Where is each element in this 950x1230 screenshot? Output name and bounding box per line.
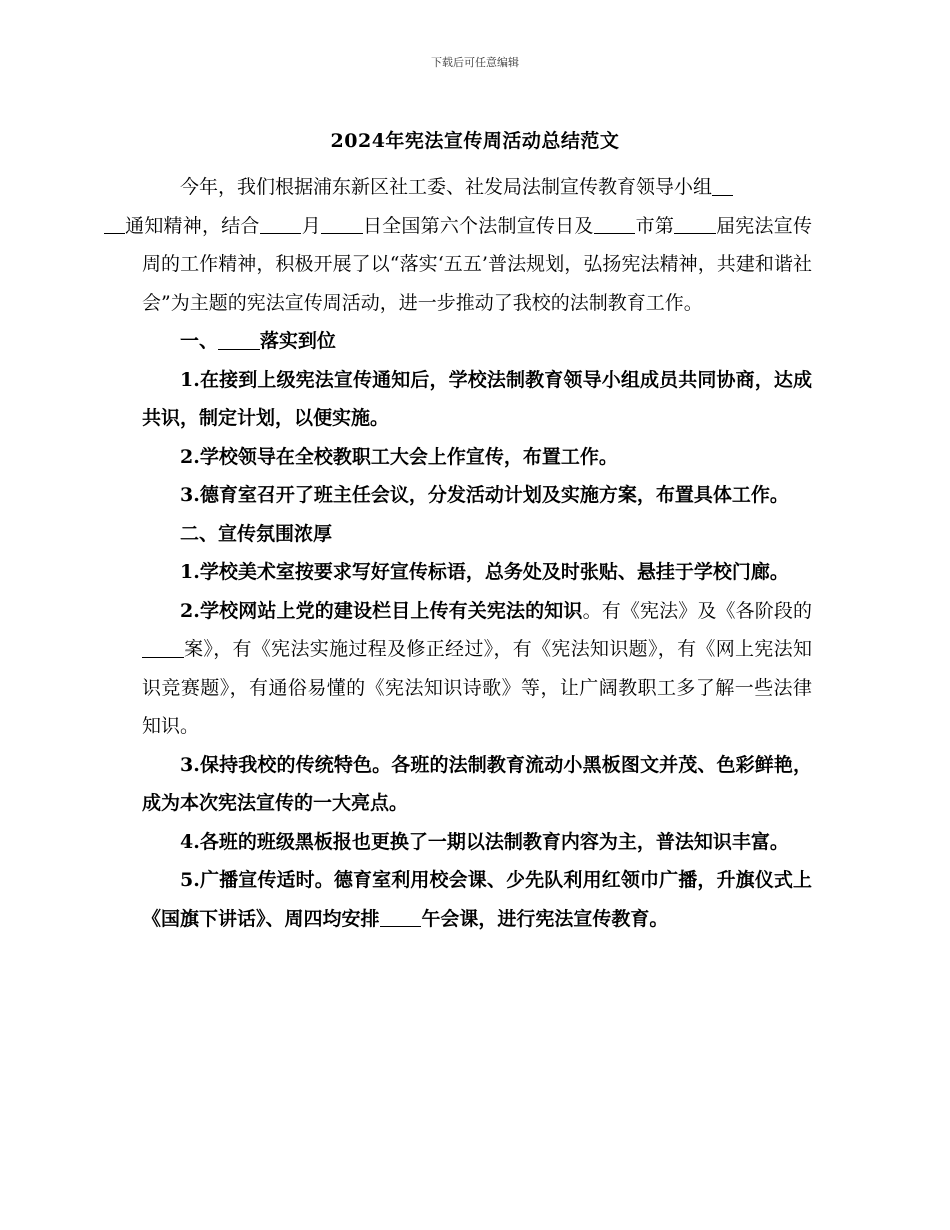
section-2-item: 3.保持我校的传统特色。各班的法制教育流动小黑板图文并茂、色彩鲜艳，成为本次宪法宣传的一大亮点。: [142, 753, 812, 814]
section-1-item: 3.德育室召开了班主任会议，分发活动计划及实施方案，布置具体工作。: [180, 484, 789, 506]
section-1-item: 2.学校领导在全校教职工大会上作宣传，布置工作。: [180, 445, 618, 468]
intro-text-e: 市第: [635, 214, 675, 237]
blank: [594, 214, 636, 234]
document-body: [124, 168, 812, 938]
blank: [218, 330, 260, 350]
section-2-item: 5.广播宣传适时。德育室利用校会课、少先队利用红领巾广播，升旗仪式上《国旗下讲话》、周四均安排 午会课，进行宪法宣传教育。: [142, 869, 812, 930]
blank: [321, 214, 363, 234]
document-title: 2024年宪法宣传周活动总结范文: [330, 130, 620, 152]
section-1-item: 1.在接到上级宪法宣传通知后，学校法制教育领导小组成员共同协商，达成共识，制定计划，以便实施。: [142, 368, 812, 429]
intro-text-a: 今年，我们根据浦东新区社工委、社发局法制宣传教育领导小组: [180, 176, 713, 198]
section-1-heading: 一、 落实到位: [180, 330, 336, 352]
intro-text-f: 届宪法宣传周的工作精神，积极开展了以“落实‘五五’普法规划，弘扬宪法精神，共建和谐社会”为主题的宪法宣传周活动，进一步推动了我校的法制教育工作。: [142, 214, 812, 314]
blank: [712, 176, 733, 196]
section-2-item: 4.各班的班级黑板报也更换了一期以法制教育内容为主，普法知识丰富。: [180, 830, 789, 853]
blank: [142, 638, 184, 658]
section-2-item: 1.学校美术室按要求写好宣传标语，总务处及时张贴、悬挂于学校门廊。: [180, 561, 789, 583]
blank: [674, 214, 716, 234]
section-2-item: 2.学校网站上党的建设栏目上传有关宪法的知识。有《宪法》及《各阶段的案》，有《宪法实施过程及修正经过》，有《宪法知识题》，有《网上宪法知识竞赛题》，有通俗易懂的《宪法知识诗歌》等，让广阔教职工多了解一些法律知识。: [142, 599, 812, 737]
section-2-heading: 二、宣传氛围浓厚: [180, 522, 333, 545]
intro-text-d: 日全国第六个法制宣传日及: [362, 214, 594, 237]
intro-paragraph: [124, 168, 812, 322]
blank: [380, 907, 422, 927]
blank: [260, 214, 302, 234]
page-header: 下载后可任意编辑: [431, 56, 519, 69]
blank: [104, 214, 125, 234]
intro-text-b: 通知精神，结合: [124, 214, 260, 237]
intro-text-c: 月: [301, 214, 321, 237]
